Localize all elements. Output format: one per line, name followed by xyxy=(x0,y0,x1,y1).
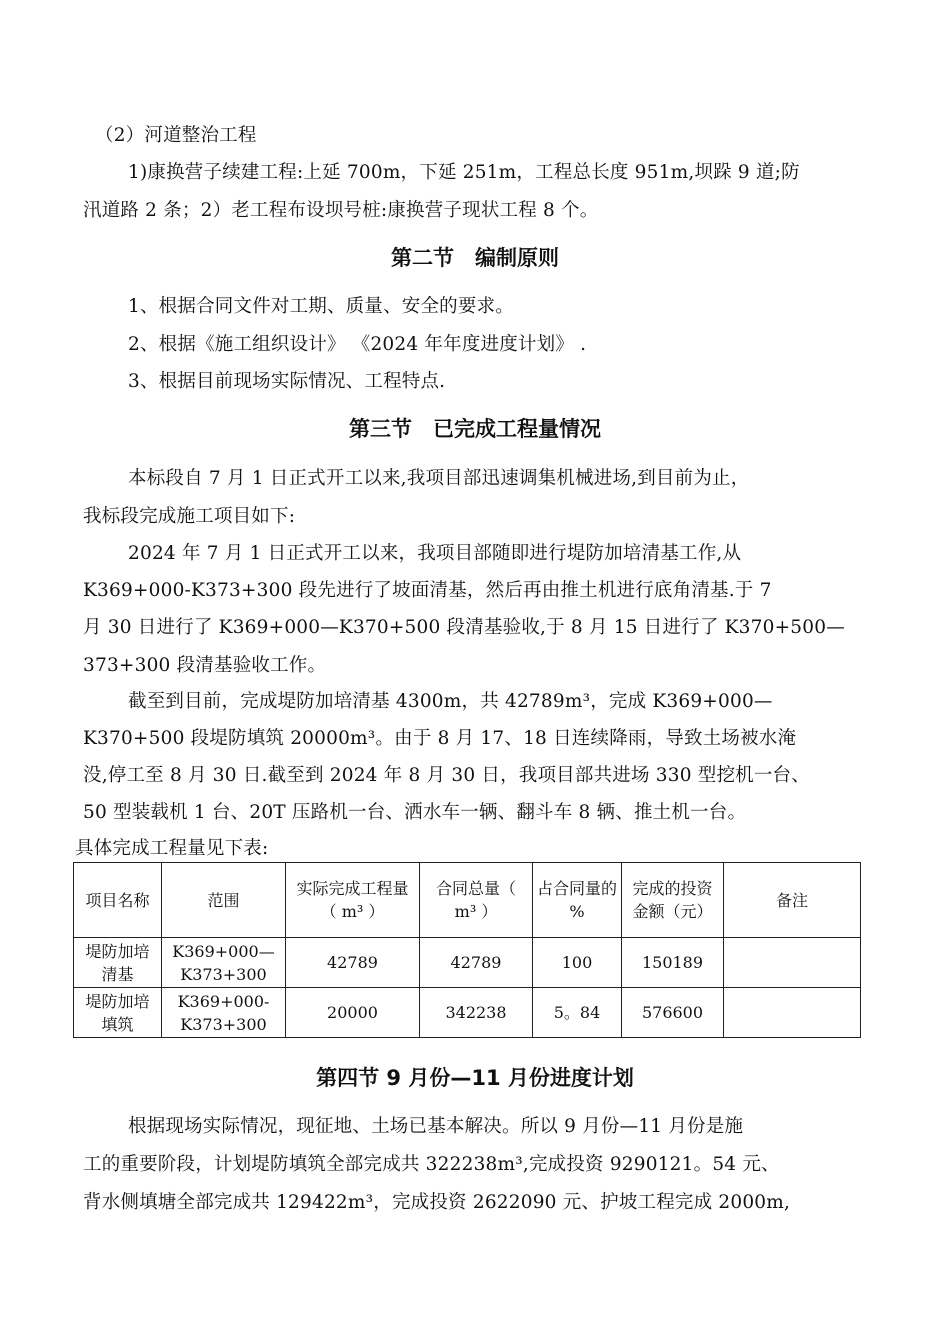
cell-contract: 342238 xyxy=(420,988,533,1038)
paragraph-line: 背水侧填塘全部完成共 129422m³，完成投资 2622090 元、护坡工程完成 2000m, xyxy=(83,1192,791,1213)
cell-remark xyxy=(724,938,861,988)
cell-item: 堤防加培清基 xyxy=(74,938,162,988)
paragraph-line: （2）河道整治工程 xyxy=(95,125,257,146)
cell-percent: 100 xyxy=(533,938,622,988)
cell-investment: 150189 xyxy=(622,938,724,988)
paragraph-line: 月 30 日进行了 K369+000—K370+500 段清基验收,于 8 月 15 日进行了 K370+500— xyxy=(83,617,845,638)
paragraph-line: 3、根据目前现场实际情况、工程特点. xyxy=(128,371,446,392)
cell-range: K369+000-K373+300 xyxy=(162,988,286,1038)
paragraph-line: 2、根据《施工组织设计》 《2024 年年度进度计划》 . xyxy=(128,334,587,355)
paragraph-line: 我标段完成施工项目如下: xyxy=(83,506,296,527)
table-row xyxy=(74,988,861,1038)
cell-percent: 5。84 xyxy=(533,988,622,1038)
paragraph-line: 1、根据合同文件对工期、质量、安全的要求。 xyxy=(128,296,514,317)
paragraph-line: 工的重要阶段，计划堤防填筑全部完成共 322238m³,完成投资 9290121。54 元、 xyxy=(83,1154,780,1175)
header-actual: 实际完成工程量（ m³ ） xyxy=(286,863,420,938)
header-range: 范围 xyxy=(162,863,286,938)
table-header-row xyxy=(74,863,861,938)
paragraph-line: 没,停工至 8 月 30 日.截至到 2024 年 8 月 30 日，我项目部共进场 330 型挖机一台、 xyxy=(83,765,810,786)
paragraph-line: 373+300 段清基验收工作。 xyxy=(83,655,327,676)
section-heading-3: 第三节 已完成工程量情况 xyxy=(349,417,601,441)
section-heading-2: 第二节 编制原则 xyxy=(391,246,559,270)
paragraph-line: 本标段自 7 月 1 日正式开工以来,我项目部迅速调集机械进场,到目前为止， xyxy=(128,468,750,489)
cell-actual: 42789 xyxy=(286,938,420,988)
cell-contract: 42789 xyxy=(420,938,533,988)
cell-actual: 20000 xyxy=(286,988,420,1038)
header-percent: 占合同量的 % xyxy=(533,863,622,938)
paragraph-line: 50 型装载机 1 台、20T 压路机一台、洒水车一辆、翻斗车 8 辆、推土机一台。 xyxy=(83,802,747,823)
paragraph-line: 截至到目前，完成堤防加培清基 4300m，共 42789m³，完成 K369+000— xyxy=(128,691,773,712)
header-contract: 合同总量（ m³ ） xyxy=(420,863,533,938)
completed-quantity-table xyxy=(73,862,861,1038)
paragraph-line: K369+000-K373+300 段先进行了坡面清基，然后再由推土机进行底角清基.于 7 xyxy=(83,580,772,601)
cell-item: 堤防加培填筑 xyxy=(74,988,162,1038)
header-item: 项目名称 xyxy=(74,863,162,938)
paragraph-line: 汛道路 2 条；2）老工程布设坝号桩:康换营子现状工程 8 个。 xyxy=(83,200,599,221)
table-row xyxy=(74,938,861,988)
paragraph-line: 具体完成工程量见下表: xyxy=(75,838,269,859)
cell-range: K369+000—K373+300 xyxy=(162,938,286,988)
paragraph-line: 1)康换营子续建工程:上延 700m，下延 251m，工程总长度 951m,坝跺 9 道;防 xyxy=(128,162,800,183)
section-heading-4: 第四节 9 月份—11 月份进度计划 xyxy=(316,1066,634,1090)
cell-remark xyxy=(724,988,861,1038)
cell-investment: 576600 xyxy=(622,988,724,1038)
paragraph-line: K370+500 段堤防填筑 20000m³。由于 8 月 17、18 日连续降雨，导致土场被水淹 xyxy=(83,728,797,749)
paragraph-line: 2024 年 7 月 1 日正式开工以来，我项目部随即进行堤防加培清基工作,从 xyxy=(128,543,742,564)
paragraph-line: 根据现场实际情况，现征地、土场已基本解决。所以 9 月份—11 月份是施 xyxy=(128,1116,744,1137)
header-remark: 备注 xyxy=(724,863,861,938)
header-investment: 完成的投资金额（元） xyxy=(622,863,724,938)
